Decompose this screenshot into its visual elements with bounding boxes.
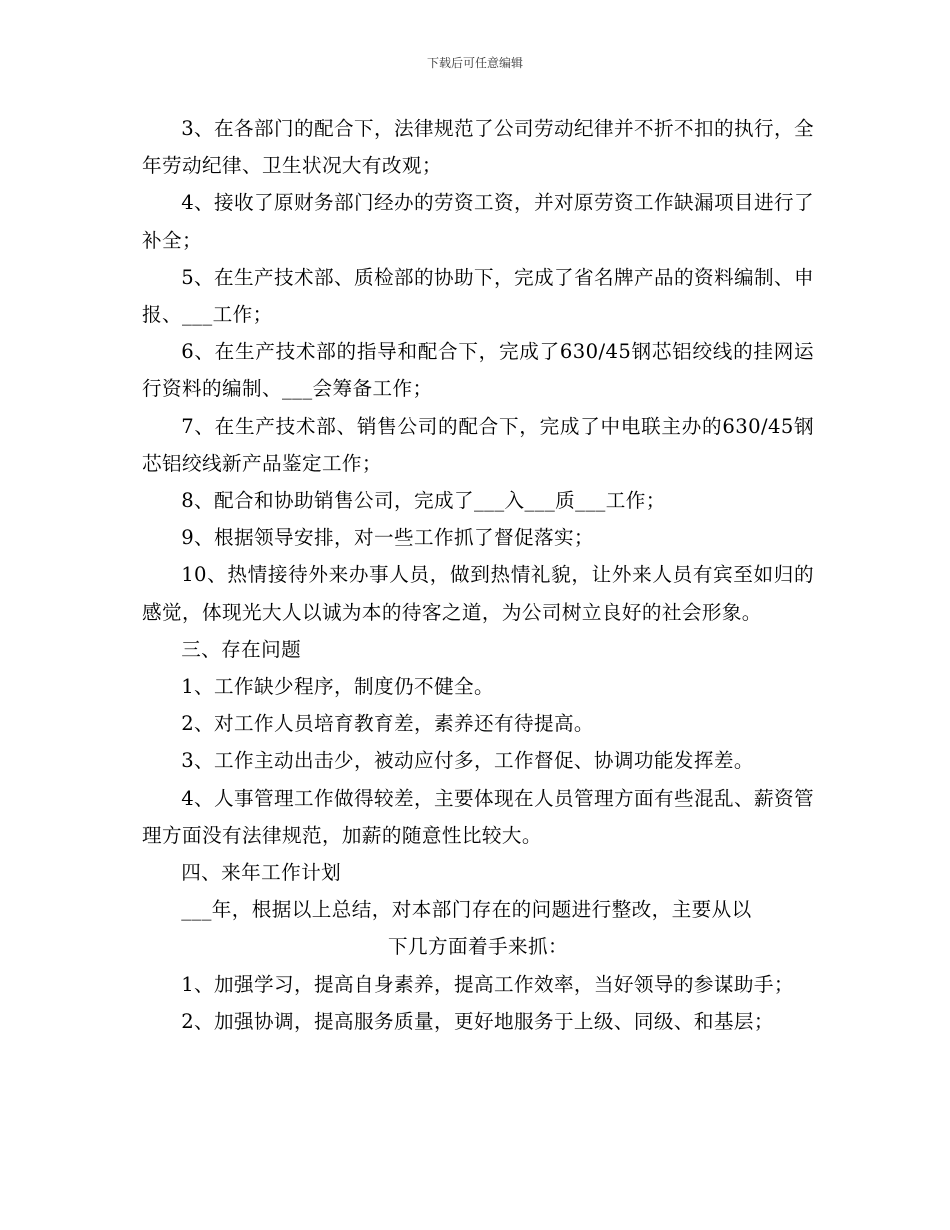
paragraph: 3、工作主动出击少，被动应付多，工作督促、协调功能发挥差。 bbox=[181, 749, 754, 773]
paragraph: 8、配合和协助销售公司，完成了___入___质___工作； bbox=[181, 489, 666, 513]
paragraph: ___年，根据以上总结，对本部门存在的问题进行整改，主要从以 bbox=[181, 898, 752, 922]
paragraph: 6、在生产技术部的指导和配合下，完成了630/45钢芯铝绞线的挂网运行资料的编制、___会筹备工作； bbox=[142, 340, 814, 401]
paragraph: 7、在生产技术部、销售公司的配合下，完成了中电联主办的630/45钢芯铝绞线新产品鉴定工作； bbox=[142, 414, 814, 475]
paragraph: 4、接收了原财务部门经办的劳资工资，并对原劳资工作缺漏项目进行了补全； bbox=[142, 191, 814, 252]
section-heading: 四、来年工作计划 bbox=[181, 861, 342, 885]
paragraph: 5、在生产技术部、质检部的协助下，完成了省名牌产品的资料编制、申报、___工作； bbox=[142, 265, 814, 327]
document-body bbox=[142, 110, 814, 1040]
paragraph: 4、人事管理工作做得较差，主要体现在人员管理方面有些混乱、薪资管理方面没有法律规范，加薪的随意性比较大。 bbox=[142, 786, 814, 847]
paragraph: 3、在各部门的配合下，法律规范了公司劳动纪律并不折不扣的执行，全年劳动纪律、卫生状况大有改观； bbox=[142, 117, 814, 178]
paragraph: 2、对工作人员培育教育差，素养还有待提高。 bbox=[181, 712, 594, 736]
section-heading: 三、存在问题 bbox=[181, 637, 302, 661]
paragraph: 2、加强协调，提高服务质量，更好地服务于上级、同级、和基层； bbox=[181, 1009, 774, 1033]
page-header: 下载后可任意编辑 bbox=[426, 56, 523, 70]
paragraph: 9、根据领导安排，对一些工作抓了督促落实； bbox=[181, 526, 594, 550]
paragraph: 1、加强学习，提高自身素养，提高工作效率，当好领导的参谋助手； bbox=[181, 972, 794, 996]
paragraph: 10、热情接待外来办事人员，做到热情礼貌，让外来人员有宾至如归的感觉，体现光大人以诚为本的待客之道，为公司树立良好的社会形象。 bbox=[142, 563, 814, 624]
paragraph: 下几方面着手来抓： bbox=[388, 935, 568, 959]
paragraph: 1、工作缺少程序，制度仍不健全。 bbox=[181, 675, 494, 699]
